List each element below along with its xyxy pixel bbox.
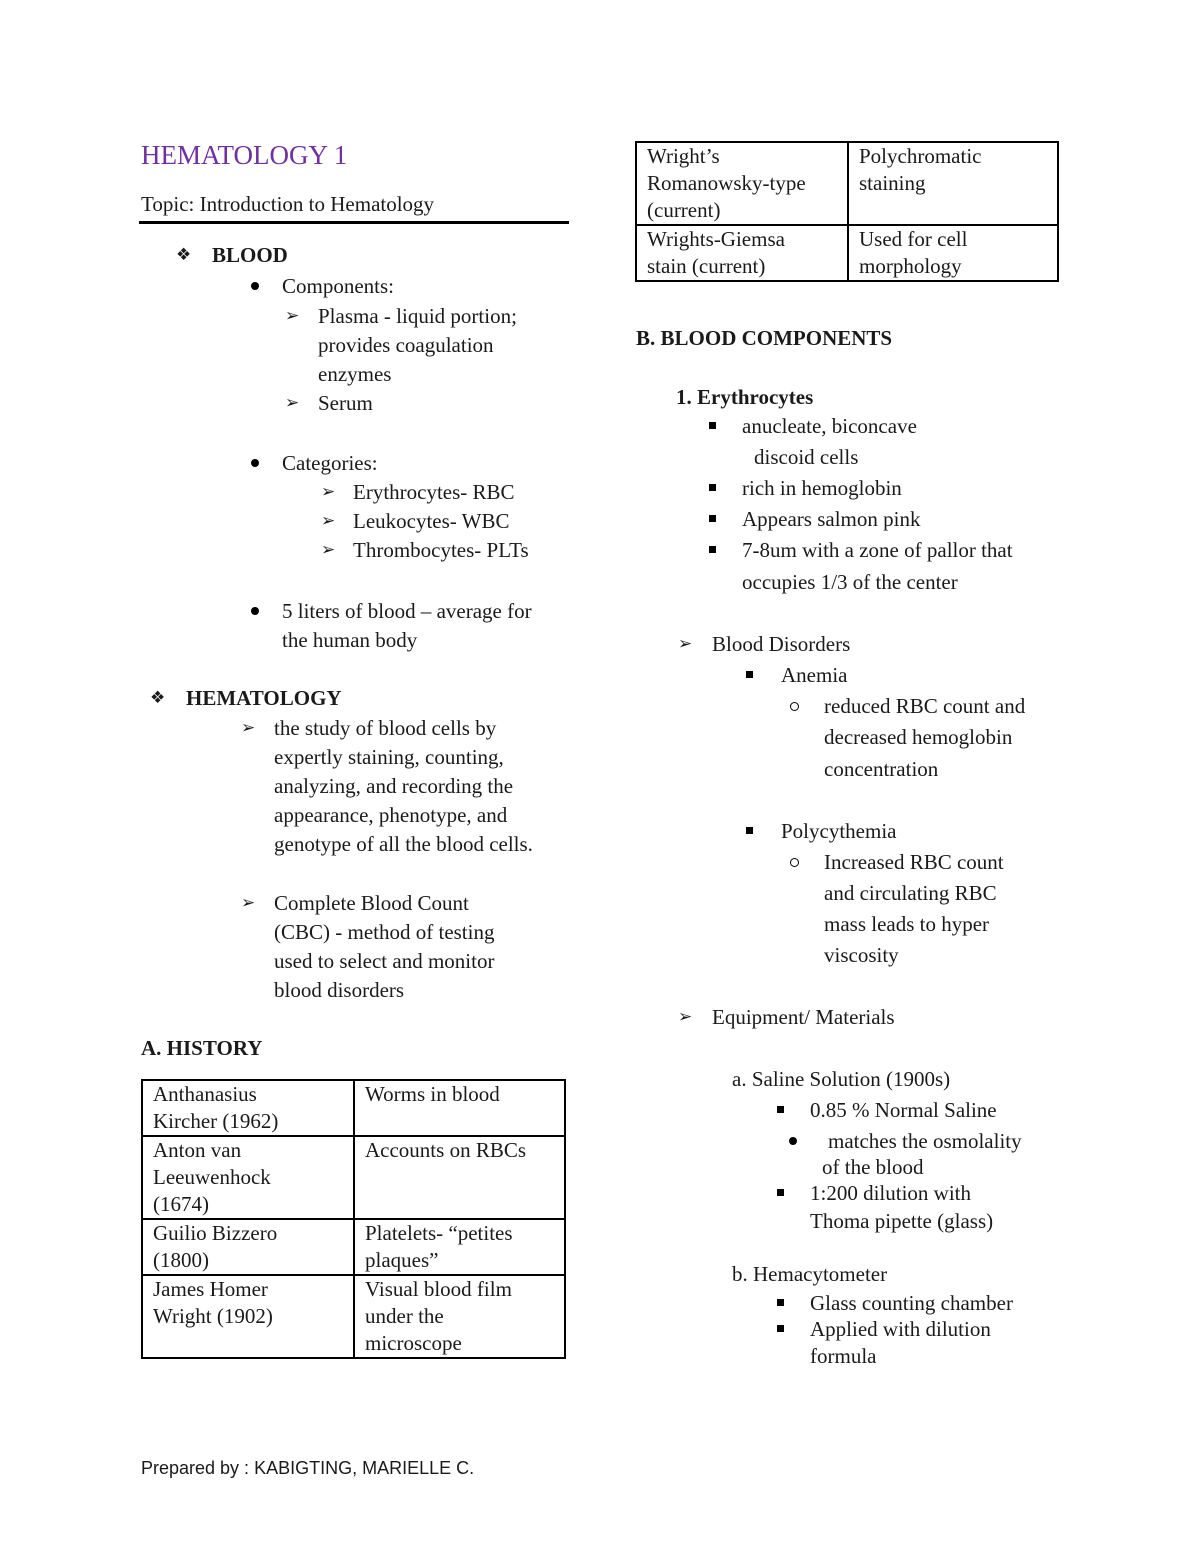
history-heading: A. HISTORY — [141, 1036, 263, 1060]
table-cell: Used for cell morphology — [848, 225, 1058, 281]
title-divider — [139, 221, 569, 224]
hemacytometer-item: Glass counting chamber — [810, 1291, 1013, 1315]
square-bullet-icon — [777, 1299, 784, 1306]
polycythemia-desc: Increased RBC count — [824, 850, 1004, 874]
erythrocyte-item: discoid cells — [754, 445, 859, 469]
definition-line: genotype of all the blood cells. — [274, 832, 533, 856]
liters-line-1: 5 liters of blood – average for — [282, 599, 532, 623]
category-item: Erythrocytes- RBC — [353, 480, 515, 504]
saline-item: matches the osmolality — [828, 1129, 1022, 1153]
disorders-heading: Blood Disorders — [712, 632, 851, 656]
saline-heading: a. Saline Solution (1900s) — [732, 1067, 951, 1091]
hematology-heading: HEMATOLOGY — [186, 686, 342, 710]
saline-item: Thoma pipette (glass) — [810, 1209, 994, 1233]
cbc-line: blood disorders — [274, 978, 405, 1002]
cbc-line: (CBC) - method of testing — [274, 920, 495, 944]
table-cell: Platelets- “petites plaques” — [354, 1219, 565, 1275]
anemia-desc: decreased hemoglobin — [824, 725, 1013, 749]
arrow-bullet-icon: ➢ — [285, 306, 300, 326]
table-cell: Wright’s Romanowsky-type (current) — [636, 142, 848, 225]
polycythemia-desc: and circulating RBC — [824, 881, 997, 905]
square-bullet-icon — [746, 827, 753, 834]
table-row — [636, 142, 1058, 225]
square-bullet-icon — [709, 484, 716, 491]
arrow-bullet-icon: ➢ — [321, 540, 336, 560]
arrow-bullet-icon: ➢ — [321, 482, 336, 502]
stains-table — [635, 141, 1059, 282]
erythrocyte-item: anucleate, biconcave — [742, 414, 917, 438]
serum-item: Serum — [318, 391, 373, 415]
category-item: Thrombocytes- PLTs — [353, 538, 529, 562]
blood-heading: BLOOD — [212, 243, 288, 267]
page-title: HEMATOLOGY 1 — [141, 140, 348, 170]
table-cell: Polychromatic staining — [848, 142, 1058, 225]
erythrocytes-heading: 1. Erythrocytes — [676, 385, 814, 409]
footer-prepared-by: Prepared by : KABIGTING, MARIELLE C. — [141, 1458, 475, 1478]
anemia-desc: reduced RBC count and — [824, 694, 1026, 718]
arrow-bullet-icon: ➢ — [678, 1007, 693, 1027]
table-row — [636, 225, 1058, 281]
hemacytometer-heading: b. Hemacytometer — [732, 1262, 888, 1286]
table-cell: Anton van Leeuwenhock (1674) — [142, 1136, 354, 1219]
saline-item: 1:200 dilution with — [810, 1181, 972, 1205]
round-bullet-icon — [251, 607, 259, 615]
components-heading: B. BLOOD COMPONENTS — [636, 326, 893, 350]
definition-line: the study of blood cells by — [274, 716, 497, 740]
definition-line: expertly staining, counting, — [274, 745, 504, 769]
table-cell: Worms in blood — [354, 1080, 565, 1136]
round-bullet-icon — [251, 459, 259, 467]
table-cell: James Homer Wright (1902) — [142, 1275, 354, 1358]
square-bullet-icon — [709, 515, 716, 522]
arrow-bullet-icon: ➢ — [241, 718, 256, 738]
plasma-line-2: provides coagulation — [318, 333, 494, 357]
arrow-bullet-icon: ➢ — [321, 511, 336, 531]
topic-line: Topic: Introduction to Hematology — [141, 192, 435, 216]
square-bullet-icon — [777, 1106, 784, 1113]
anemia-desc: concentration — [824, 757, 939, 781]
square-bullet-icon — [746, 671, 753, 678]
square-bullet-icon — [709, 546, 716, 553]
cbc-line: used to select and monitor — [274, 949, 495, 973]
liters-line-2: the human body — [282, 628, 418, 652]
equipment-heading: Equipment/ Materials — [712, 1005, 895, 1029]
arrow-bullet-icon: ➢ — [678, 634, 693, 654]
polycythemia-desc: viscosity — [824, 943, 899, 967]
circle-bullet-icon — [790, 702, 799, 711]
cbc-line: Complete Blood Count — [274, 891, 469, 915]
saline-item: 0.85 % Normal Saline — [810, 1098, 997, 1122]
table-cell: Anthanasius Kircher (1962) — [142, 1080, 354, 1136]
definition-line: appearance, phenotype, and — [274, 803, 508, 827]
polycythemia-desc: mass leads to hyper — [824, 912, 990, 936]
table-row — [142, 1275, 565, 1358]
erythrocyte-item: occupies 1/3 of the center — [742, 570, 958, 594]
round-bullet-icon — [251, 282, 259, 290]
erythrocyte-item: rich in hemoglobin — [742, 476, 902, 500]
arrow-bullet-icon: ➢ — [285, 393, 300, 413]
hemacytometer-item: Applied with dilution — [810, 1317, 991, 1341]
components-label: Components: — [282, 274, 395, 298]
round-bullet-icon — [789, 1137, 797, 1145]
hemacytometer-item: formula — [810, 1344, 877, 1368]
anemia-item: Anemia — [781, 663, 848, 687]
table-row — [142, 1219, 565, 1275]
diamond-bullet-icon: ❖ — [150, 688, 166, 708]
diamond-bullet-icon: ❖ — [176, 245, 192, 265]
table-cell: Wrights-Giemsa stain (current) — [636, 225, 848, 281]
circle-bullet-icon — [790, 858, 799, 867]
square-bullet-icon — [777, 1325, 784, 1332]
definition-line: analyzing, and recording the — [274, 774, 514, 798]
erythrocyte-item: Appears salmon pink — [742, 507, 921, 531]
table-row — [142, 1136, 565, 1219]
category-item: Leukocytes- WBC — [353, 509, 510, 533]
table-row — [142, 1080, 565, 1136]
table-cell: Guilio Bizzero (1800) — [142, 1219, 354, 1275]
erythrocyte-item: 7-8um with a zone of pallor that — [742, 538, 1013, 562]
square-bullet-icon — [777, 1189, 784, 1196]
saline-item: of the blood — [822, 1155, 924, 1179]
square-bullet-icon — [709, 422, 716, 429]
arrow-bullet-icon: ➢ — [241, 893, 256, 913]
table-cell: Visual blood film under the microscope — [354, 1275, 565, 1358]
table-cell: Accounts on RBCs — [354, 1136, 565, 1219]
history-table — [141, 1079, 566, 1359]
categories-label: Categories: — [282, 451, 378, 475]
plasma-line-3: enzymes — [318, 362, 392, 386]
plasma-line-1: Plasma - liquid portion; — [318, 304, 517, 328]
polycythemia-item: Polycythemia — [781, 819, 897, 843]
